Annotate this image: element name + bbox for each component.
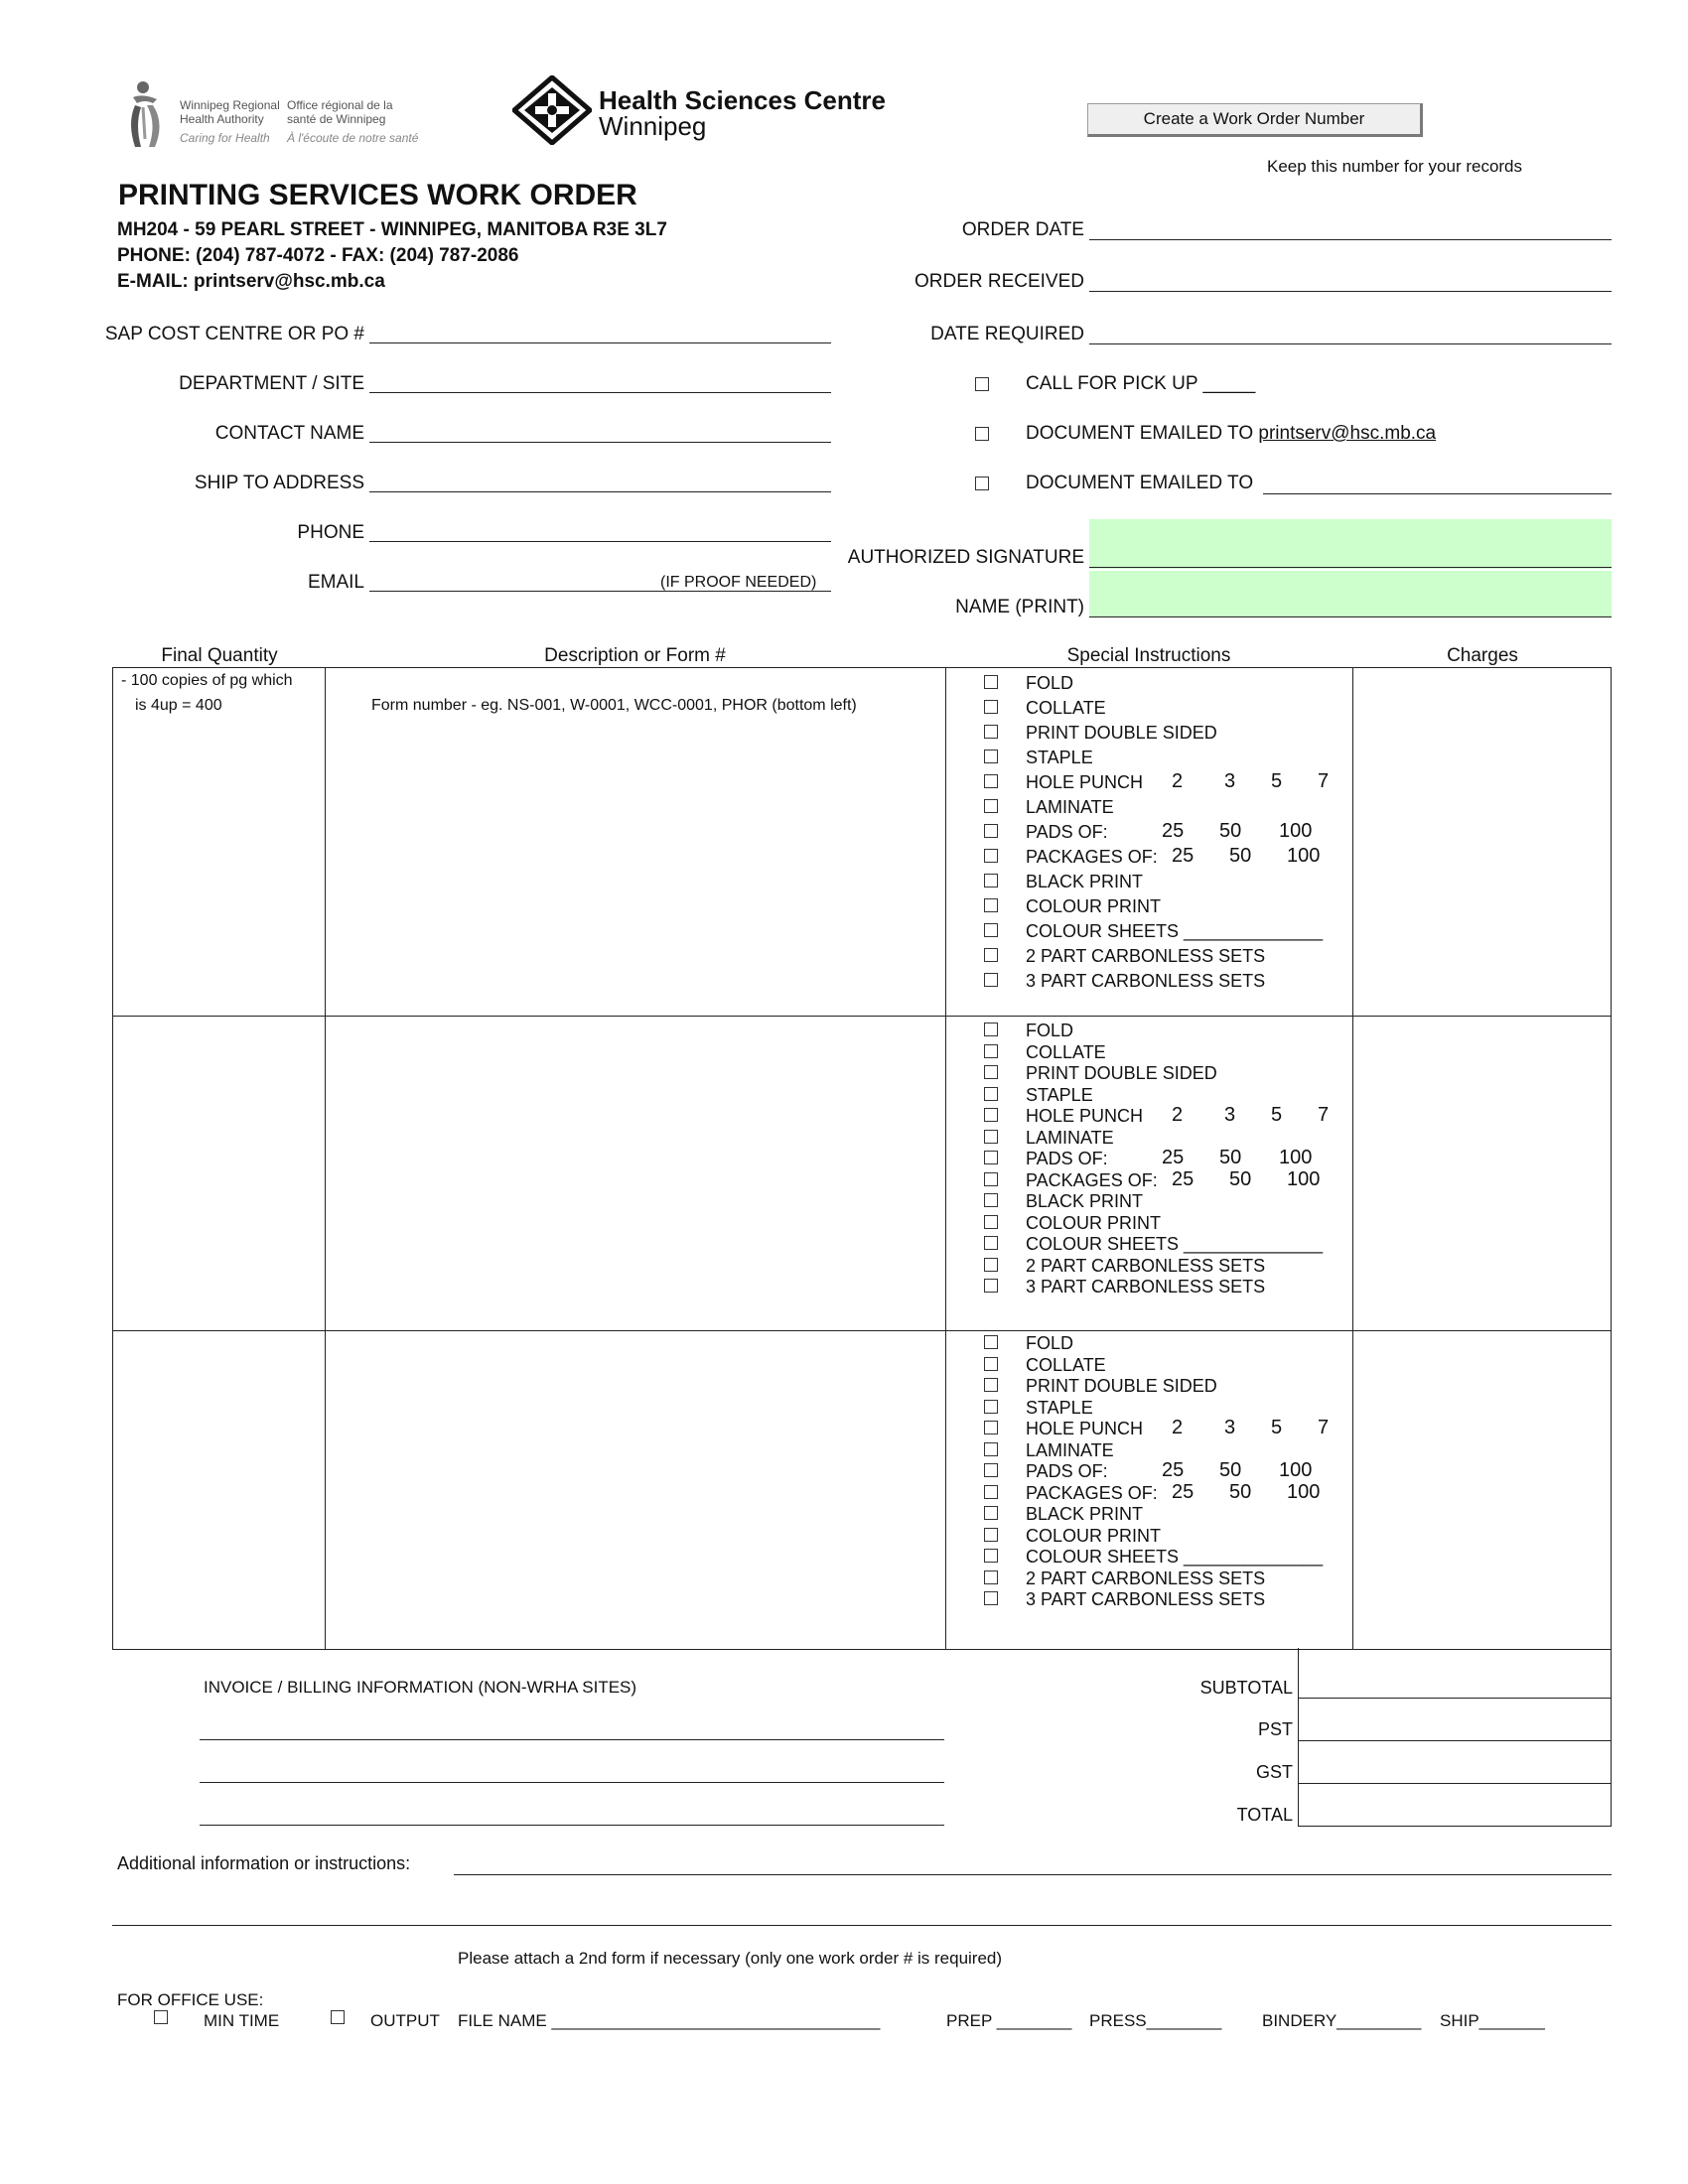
fold-checkbox[interactable] bbox=[984, 1335, 998, 1349]
packages-checkbox[interactable] bbox=[984, 1172, 998, 1186]
packages-option[interactable]: 50 bbox=[1229, 845, 1252, 867]
col-header-charges: Charges bbox=[1447, 645, 1518, 666]
file-name-field[interactable]: FILE NAME ___________________________________ bbox=[458, 2011, 881, 2030]
email-note: (IF PROOF NEEDED) bbox=[660, 574, 817, 591]
hsc-name: Health Sciences Centre bbox=[599, 85, 887, 115]
office-email: E-MAIL: printserv@hsc.mb.ca bbox=[117, 271, 385, 292]
packages-option[interactable]: 25 bbox=[1172, 1481, 1195, 1503]
table-row-divider bbox=[112, 1330, 1612, 1331]
order-received-input[interactable] bbox=[1089, 291, 1612, 292]
order-date-input[interactable] bbox=[1089, 239, 1612, 240]
phone-input[interactable] bbox=[369, 541, 831, 542]
hole-punch-checkbox[interactable] bbox=[984, 1421, 998, 1434]
doc-emailed-hsc-checkbox[interactable] bbox=[975, 427, 989, 441]
laminate-label: LAMINATE bbox=[1026, 797, 1114, 817]
name-print-input[interactable] bbox=[1089, 616, 1612, 617]
hole-punch-label: HOLE PUNCH bbox=[1026, 1106, 1144, 1126]
double-sided-checkbox[interactable] bbox=[984, 1065, 998, 1079]
signature-field-bg[interactable] bbox=[1089, 519, 1612, 569]
pads-checkbox[interactable] bbox=[984, 1151, 998, 1164]
office-address: MH204 - 59 PEARL STREET - WINNIPEG, MANITOBA R3E 3L7 bbox=[117, 219, 667, 240]
pads-option[interactable]: 100 bbox=[1279, 1459, 1313, 1481]
phone-label: PHONE bbox=[297, 522, 364, 543]
black-print-label: BLACK PRINT bbox=[1026, 872, 1144, 891]
packages-option[interactable]: 25 bbox=[1172, 1168, 1195, 1190]
doc-emailed-other-checkbox[interactable] bbox=[975, 477, 989, 490]
packages-option[interactable]: 100 bbox=[1287, 1481, 1321, 1503]
packages-checkbox[interactable] bbox=[984, 849, 998, 863]
subtotal-label: SUBTOTAL bbox=[1199, 1678, 1293, 1698]
colour-sheets-checkbox[interactable] bbox=[984, 923, 998, 937]
hole-punch-option[interactable]: 5 bbox=[1271, 770, 1283, 792]
email-label: EMAIL bbox=[307, 572, 364, 593]
pads-label: PADS OF: bbox=[1026, 1149, 1108, 1168]
black-print-label: BLACK PRINT bbox=[1026, 1191, 1144, 1211]
department-input[interactable] bbox=[369, 392, 831, 393]
office-use-label: FOR OFFICE USE: bbox=[117, 1990, 264, 2009]
laminate-checkbox[interactable] bbox=[984, 799, 998, 813]
two-part-carbonless-label: 2 PART CARBONLESS SETS bbox=[1026, 946, 1266, 966]
office-phone: PHONE: (204) 787-4072 - FAX: (204) 787-2086 bbox=[117, 245, 519, 266]
create-work-order-button[interactable]: Create a Work Order Number bbox=[1087, 103, 1423, 137]
pst-label: PST bbox=[1257, 1719, 1293, 1739]
packages-checkbox[interactable] bbox=[984, 1485, 998, 1499]
two-part-carbonless-checkbox[interactable] bbox=[984, 1258, 998, 1272]
table-row-divider bbox=[112, 1016, 1612, 1017]
two-part-carbonless-checkbox[interactable] bbox=[984, 948, 998, 962]
invoice-label: INVOICE / BILLING INFORMATION (NON-WRHA SITES) bbox=[204, 1678, 637, 1697]
fold-checkbox[interactable] bbox=[984, 1023, 998, 1036]
packages-option[interactable]: 50 bbox=[1229, 1168, 1252, 1190]
colour-print-label: COLOUR PRINT bbox=[1026, 1213, 1162, 1233]
two-part-carbonless-checkbox[interactable] bbox=[984, 1570, 998, 1584]
colour-print-checkbox[interactable] bbox=[984, 1215, 998, 1229]
hole-punch-option[interactable]: 3 bbox=[1224, 1104, 1236, 1126]
collate-checkbox[interactable] bbox=[984, 1357, 998, 1371]
doc-emailed-hsc-label bbox=[1026, 423, 1436, 445]
pads-option[interactable]: 50 bbox=[1219, 1147, 1242, 1168]
three-part-carbonless-checkbox[interactable] bbox=[984, 973, 998, 987]
doc-emailed-other-input[interactable] bbox=[1263, 493, 1612, 494]
press-field[interactable]: PRESS________ bbox=[1089, 2011, 1222, 2030]
name-print-label: NAME (PRINT) bbox=[955, 597, 1084, 617]
double-sided-label: PRINT DOUBLE SIDED bbox=[1026, 1063, 1217, 1083]
pads-option[interactable]: 25 bbox=[1162, 1147, 1185, 1168]
hole-punch-option[interactable]: 2 bbox=[1172, 770, 1184, 792]
colour-print-checkbox[interactable] bbox=[984, 898, 998, 912]
packages-option[interactable]: 50 bbox=[1229, 1481, 1252, 1503]
additional-info-input-2[interactable] bbox=[112, 1925, 1612, 1926]
colour-sheets-checkbox[interactable] bbox=[984, 1549, 998, 1563]
printserv-email-link[interactable]: printserv@hsc.mb.ca bbox=[1258, 423, 1437, 444]
staple-label: STAPLE bbox=[1026, 748, 1093, 767]
order-received-label: ORDER RECEIVED bbox=[914, 271, 1084, 292]
black-print-checkbox[interactable] bbox=[984, 1506, 998, 1520]
collate-checkbox[interactable] bbox=[984, 1044, 998, 1058]
bindery-field[interactable]: BINDERY_________ bbox=[1262, 2011, 1422, 2030]
collate-label: COLLATE bbox=[1026, 1355, 1106, 1375]
black-print-label: BLACK PRINT bbox=[1026, 1504, 1144, 1524]
wrha-tag-en: Caring for Health bbox=[180, 131, 270, 145]
table-divider bbox=[1352, 667, 1353, 1650]
output-label: OUTPUT bbox=[370, 2011, 440, 2030]
contact-label: CONTACT NAME bbox=[214, 423, 364, 444]
doc-emailed-prefix: DOCUMENT EMAILED TO bbox=[1026, 423, 1254, 444]
pads-option[interactable]: 25 bbox=[1162, 820, 1185, 842]
double-sided-checkbox[interactable] bbox=[984, 1378, 998, 1392]
double-sided-label: PRINT DOUBLE SIDED bbox=[1026, 723, 1217, 743]
totals-box bbox=[1298, 1648, 1612, 1827]
hole-punch-option[interactable]: 2 bbox=[1172, 1104, 1184, 1126]
additional-info-input[interactable] bbox=[454, 1874, 1612, 1875]
call-pickup-label: CALL FOR PICK UP _____ bbox=[1026, 373, 1256, 394]
department-label: DEPARTMENT / SITE bbox=[179, 373, 364, 394]
hole-punch-option[interactable]: 3 bbox=[1224, 1417, 1236, 1438]
colour-print-label: COLOUR PRINT bbox=[1026, 896, 1162, 916]
packages-label: PACKAGES OF: bbox=[1026, 847, 1158, 867]
signature-label: AUTHORIZED SIGNATURE bbox=[847, 547, 1084, 568]
sap-label: SAP COST CENTRE OR PO # bbox=[104, 324, 364, 344]
packages-label: PACKAGES OF: bbox=[1026, 1170, 1158, 1190]
staple-checkbox[interactable] bbox=[984, 1087, 998, 1101]
contact-input[interactable] bbox=[369, 442, 831, 443]
col-header-description: Description or Form # bbox=[544, 645, 726, 666]
fold-label: FOLD bbox=[1026, 1333, 1074, 1353]
row1-description[interactable]: Form number - eg. NS-001, W-0001, WCC-0001, PHOR (bottom left) bbox=[371, 697, 857, 714]
pads-option[interactable]: 100 bbox=[1279, 1147, 1313, 1168]
laminate-checkbox[interactable] bbox=[984, 1130, 998, 1144]
gst-label: GST bbox=[1255, 1762, 1293, 1782]
pads-label: PADS OF: bbox=[1026, 822, 1108, 842]
pads-label: PADS OF: bbox=[1026, 1461, 1108, 1481]
keep-number-note: Keep this number for your records bbox=[1267, 157, 1523, 176]
pads-option[interactable]: 50 bbox=[1219, 1459, 1242, 1481]
col-header-quantity: Final Quantity bbox=[161, 645, 278, 666]
date-required-label: DATE REQUIRED bbox=[930, 324, 1084, 344]
laminate-label: LAMINATE bbox=[1026, 1128, 1114, 1148]
three-part-carbonless-label: 3 PART CARBONLESS SETS bbox=[1026, 1277, 1266, 1297]
hole-punch-option[interactable]: 3 bbox=[1224, 770, 1236, 792]
order-table bbox=[112, 667, 1612, 1650]
staple-checkbox[interactable] bbox=[984, 1400, 998, 1414]
three-part-carbonless-label: 3 PART CARBONLESS SETS bbox=[1026, 971, 1266, 991]
fold-checkbox[interactable] bbox=[984, 675, 998, 689]
ship-field[interactable]: SHIP_______ bbox=[1440, 2011, 1545, 2030]
min-time-checkbox[interactable] bbox=[154, 2010, 168, 2024]
pads-option[interactable]: 25 bbox=[1162, 1459, 1185, 1481]
double-sided-checkbox[interactable] bbox=[984, 725, 998, 739]
attach-note: Please attach a 2nd form if necessary (only one work order # is required) bbox=[458, 1949, 1003, 1968]
billing-line-2[interactable] bbox=[200, 1782, 944, 1783]
double-sided-label: PRINT DOUBLE SIDED bbox=[1026, 1376, 1217, 1396]
hole-punch-label: HOLE PUNCH bbox=[1026, 1419, 1144, 1438]
collate-label: COLLATE bbox=[1026, 1042, 1106, 1062]
staple-checkbox[interactable] bbox=[984, 750, 998, 763]
pads-checkbox[interactable] bbox=[984, 1463, 998, 1477]
billing-line-1[interactable] bbox=[200, 1739, 944, 1740]
pads-option[interactable]: 50 bbox=[1219, 820, 1242, 842]
colour-sheets-label: COLOUR SHEETS ______________ bbox=[1026, 921, 1324, 941]
three-part-carbonless-label: 3 PART CARBONLESS SETS bbox=[1026, 1589, 1266, 1609]
wrha-figure-icon bbox=[123, 79, 173, 151]
collate-label: COLLATE bbox=[1026, 698, 1106, 718]
colour-print-checkbox[interactable] bbox=[984, 1528, 998, 1542]
fold-label: FOLD bbox=[1026, 1021, 1074, 1040]
hole-punch-checkbox[interactable] bbox=[984, 1108, 998, 1122]
three-part-carbonless-checkbox[interactable] bbox=[984, 1279, 998, 1293]
signature-input[interactable] bbox=[1089, 567, 1612, 568]
row1-quantity-line2[interactable]: is 4up = 400 bbox=[135, 697, 222, 714]
hole-punch-option[interactable]: 7 bbox=[1318, 1104, 1330, 1126]
black-print-checkbox[interactable] bbox=[984, 874, 998, 887]
hole-punch-option[interactable]: 7 bbox=[1318, 1417, 1330, 1438]
col-header-instructions: Special Instructions bbox=[1066, 645, 1231, 666]
hole-punch-checkbox[interactable] bbox=[984, 774, 998, 788]
pads-checkbox[interactable] bbox=[984, 824, 998, 838]
three-part-carbonless-checkbox[interactable] bbox=[984, 1591, 998, 1605]
additional-info-label: Additional information or instructions: bbox=[117, 1853, 411, 1873]
laminate-checkbox[interactable] bbox=[984, 1442, 998, 1456]
totals-divider bbox=[1298, 1783, 1612, 1784]
collate-checkbox[interactable] bbox=[984, 700, 998, 714]
wrha-fr-line2: santé de Winnipeg bbox=[287, 112, 386, 126]
wrha-en-line2: Health Authority bbox=[180, 112, 264, 126]
call-pickup-checkbox[interactable] bbox=[975, 377, 989, 391]
page-title: PRINTING SERVICES WORK ORDER bbox=[118, 179, 637, 211]
hole-punch-option[interactable]: 2 bbox=[1172, 1417, 1184, 1438]
pads-option[interactable]: 100 bbox=[1279, 820, 1313, 842]
order-date-label: ORDER DATE bbox=[961, 219, 1084, 240]
wrha-fr-line1: Office régional de la bbox=[287, 98, 393, 112]
colour-print-label: COLOUR PRINT bbox=[1026, 1526, 1162, 1546]
packages-label: PACKAGES OF: bbox=[1026, 1483, 1158, 1503]
name-print-field-bg[interactable] bbox=[1089, 571, 1612, 617]
colour-sheets-checkbox[interactable] bbox=[984, 1236, 998, 1250]
total-label: TOTAL bbox=[1236, 1805, 1293, 1825]
packages-option[interactable]: 25 bbox=[1172, 845, 1195, 867]
fold-label: FOLD bbox=[1026, 673, 1074, 693]
table-divider bbox=[945, 667, 946, 1650]
ship-input[interactable] bbox=[369, 491, 831, 492]
staple-label: STAPLE bbox=[1026, 1085, 1093, 1105]
doc-emailed-other-label: DOCUMENT EMAILED TO bbox=[1026, 473, 1254, 493]
totals-divider bbox=[1298, 1698, 1612, 1699]
two-part-carbonless-label: 2 PART CARBONLESS SETS bbox=[1026, 1569, 1266, 1588]
billing-line-3[interactable] bbox=[200, 1825, 944, 1826]
packages-option[interactable]: 100 bbox=[1287, 1168, 1321, 1190]
staple-label: STAPLE bbox=[1026, 1398, 1093, 1418]
hole-punch-option[interactable]: 7 bbox=[1318, 770, 1330, 792]
sap-input[interactable] bbox=[369, 342, 831, 343]
colour-sheets-label: COLOUR SHEETS ______________ bbox=[1026, 1547, 1324, 1567]
table-divider bbox=[325, 667, 326, 1650]
hole-punch-option[interactable]: 5 bbox=[1271, 1417, 1283, 1438]
prep-field[interactable]: PREP ________ bbox=[946, 2011, 1072, 2030]
wrha-tag-fr: À l'écoute de notre santé bbox=[287, 131, 419, 145]
row1-quantity-line1[interactable]: - 100 copies of pg which bbox=[121, 672, 293, 689]
black-print-checkbox[interactable] bbox=[984, 1193, 998, 1207]
two-part-carbonless-label: 2 PART CARBONLESS SETS bbox=[1026, 1256, 1266, 1276]
packages-option[interactable]: 100 bbox=[1287, 845, 1321, 867]
wrha-en-line1: Winnipeg Regional bbox=[180, 98, 280, 112]
hsc-diamond-icon bbox=[512, 75, 592, 145]
ship-label: SHIP TO ADDRESS bbox=[194, 473, 364, 493]
hole-punch-option[interactable]: 5 bbox=[1271, 1104, 1283, 1126]
min-time-label: MIN TIME bbox=[204, 2011, 280, 2030]
hole-punch-label: HOLE PUNCH bbox=[1026, 772, 1144, 792]
date-required-input[interactable] bbox=[1089, 343, 1612, 344]
output-checkbox[interactable] bbox=[331, 2010, 345, 2024]
colour-sheets-label: COLOUR SHEETS ______________ bbox=[1026, 1234, 1324, 1254]
totals-divider bbox=[1298, 1740, 1612, 1741]
hsc-city: Winnipeg bbox=[599, 111, 707, 141]
laminate-label: LAMINATE bbox=[1026, 1440, 1114, 1460]
